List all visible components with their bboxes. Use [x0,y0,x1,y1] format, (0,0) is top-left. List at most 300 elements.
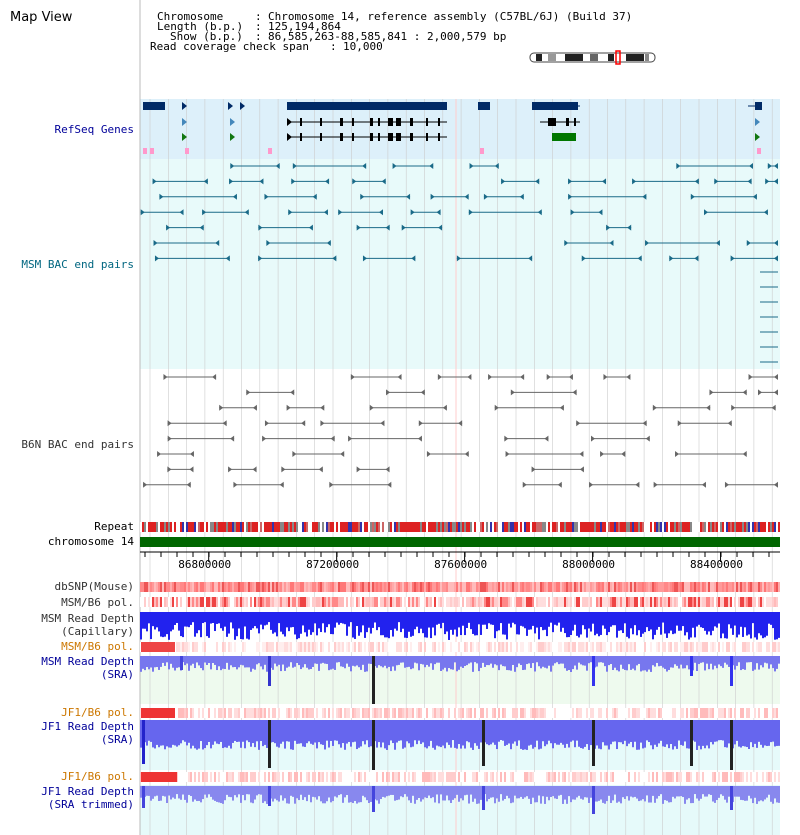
jf1-pol-cell [774,708,776,718]
jf1-pol-cell [456,708,458,718]
msm-pol2-cell [460,642,462,652]
msm-sra-bar [442,656,444,670]
jf1-trim-bar [652,786,654,796]
msm-pol2-cell [716,642,718,652]
jf1-trim-bar [314,786,316,797]
jf1-pol-cell [748,708,750,718]
repeat-segment [482,522,484,532]
jf1-pol2-cell [236,772,238,782]
jf1-pol-cell [530,708,532,718]
jf1-trim-bar [494,786,496,803]
jf1-pol2-cell [712,772,714,782]
jf1-trim-bar [164,786,166,797]
repeat-segment [310,522,312,532]
jf1-pol2-cell [310,772,312,782]
msm-sra-bar [574,656,576,666]
jf1-sra-bar [206,720,208,745]
jf1-trim-bar [480,786,482,800]
msm-cap-bar [402,612,404,629]
dbsnp-cell [764,582,766,592]
dbsnp-cell [672,582,674,592]
msm-pol-cell [182,597,184,607]
msm-cap-bar [280,612,282,632]
repeat-segment [642,522,644,532]
repeat-segment [506,522,508,532]
jf1-sra-bar [200,720,202,741]
jf1-pol-cell [572,708,574,718]
msm-pol2-cell [486,642,488,652]
msm-cap-bar [322,612,324,623]
msm-sra-bar [778,656,780,664]
msm-pol2-cell [738,642,740,652]
jf1-pol-cell [364,708,366,718]
msm-cap-bar [214,612,216,631]
jf1-trim-bar [380,786,382,799]
msm-pol2-cell [206,642,208,652]
jf1-pol-cell [190,708,192,718]
msm-sra-bar [710,656,712,664]
jf1-sra-bar [152,720,154,747]
dbsnp-cell [720,582,722,592]
jf1-pol-cell [720,708,722,718]
jf1-pol2-cell [200,772,202,782]
jf1-trim-bar [600,786,602,799]
dbsnp-cell [374,582,376,592]
msm-sra-bar [658,656,660,666]
jf1-sra-bar [702,720,704,746]
repeat-segment [376,522,378,532]
repeat-segment [748,522,750,532]
jf1-trim-bar [312,786,314,797]
jf1-sra-bar [436,720,438,746]
b6n-bac-end [743,451,747,457]
msm-pol2-cell [704,642,706,652]
jf1-pol-cell [518,708,520,718]
msm-pol2-cell [300,642,302,652]
msm-sra-bar [292,656,294,668]
b6n-bac-end [427,451,431,457]
jf1-sra-spike [592,720,595,766]
jf1-pol-cell [568,708,570,718]
jf1-trim-bar [610,786,612,803]
track-label-b6n-bac[interactable]: B6N BAC end pairs [21,438,134,451]
repeat-segment [350,522,352,532]
msm-pol-cell [720,597,722,607]
msm-cap-bar [462,612,464,626]
jf1-trim-bar [184,786,186,800]
jf1-pol-cell [242,708,244,718]
track-label-dbsnp[interactable]: dbSNP(Mouse) [54,580,134,593]
jf1-pol-cell [326,708,328,718]
jf1-pol2-cell [294,772,296,782]
jf1-pol-cell [228,708,230,718]
msm-pol2-cell [310,642,312,652]
b6n-bac-end [320,405,324,411]
repeat-segment [180,522,182,532]
msm-pol-cell [676,597,678,607]
msm-sra-spike [592,656,595,686]
msm-cap-bar [626,612,628,637]
track-label-jf1-pol-2[interactable]: JF1/B6 pol. [61,770,134,783]
gene-exon [370,118,373,126]
msm-pol2-cell [658,642,660,652]
msm-pol-cell [158,597,160,607]
jf1-pol-cell [638,708,640,718]
repeat-segment [146,522,148,532]
jf1-sra-bar [494,720,496,745]
msm-pol-cell [532,597,534,607]
b6n-bac-end [228,466,232,472]
track-label-jf1-depth-sra[interactable]: JF1 Read Depth [41,720,134,733]
msm-pol-cell [148,597,150,607]
dbsnp-cell [756,582,758,592]
jf1-trim-bar [614,786,616,795]
msm-pol-cell [204,597,206,607]
track-label-msm-depth-sra[interactable]: MSM Read Depth [41,655,134,668]
msm-pol2-cell [586,642,588,652]
jf1-sra-bar [490,720,492,744]
msm-pol2-cell [764,642,766,652]
jf1-pol-cell [756,708,758,718]
jf1-sra-bar [764,720,766,745]
track-label-msm-b6-pol[interactable]: MSM/B6 pol. [61,596,134,609]
jf1-trim-bar [704,786,706,797]
track-label-jf1-depth-trim[interactable]: JF1 Read Depth [41,785,134,798]
jf1-trim-bar [654,786,656,803]
jf1-pol2-cell [546,772,548,782]
track-label-jf1-pol[interactable]: JF1/B6 pol. [61,706,134,719]
msm-pol2-cell [770,642,772,652]
msm-pol2-cell [566,642,568,652]
msm-sra-bar [192,656,194,664]
msm-sra-bar [642,656,644,671]
track-label-refseq[interactable]: RefSeq Genes [54,123,134,136]
jf1-pol2-cell [302,772,304,782]
jf1-pol-cell [710,708,712,718]
dbsnp-cell [282,582,284,592]
msm-pol2-cell [418,642,420,652]
msm-cap-bar [236,612,238,636]
dbsnp-cell [456,582,458,592]
repeat-segment [778,522,780,532]
track-label-chromosome[interactable]: chromosome 14 [47,535,134,548]
msm-pol-cell [354,597,356,607]
jf1-trim-bar [298,786,300,800]
dbsnp-cell [464,582,466,592]
jf1-pol-cell [522,708,524,718]
repeat-segment [262,522,264,532]
msm-pol-cell [678,597,680,607]
msm-pol2-cell [388,642,390,652]
msm-sra-bar [406,656,408,667]
dbsnp-cell [516,582,518,592]
jf1-trim-bar [728,786,730,797]
dbsnp-cell [732,582,734,592]
dbsnp-cell [150,582,152,592]
jf1-sra-bar [182,720,184,740]
jf1-pol2-cell [426,772,428,782]
jf1-sra-bar [292,720,294,750]
dbsnp-cell [490,582,492,592]
msm-pol2-cell [568,642,570,652]
msm-pol2-cell [664,642,666,652]
jf1-pol-cell [742,708,744,718]
jf1-pol-cell [628,708,630,718]
msm-sra-bar [264,656,266,665]
jf1-sra-bar [262,720,264,746]
jf1-sra-bar [614,720,616,741]
jf1-sra-bar [260,720,262,741]
repeat-segment [666,522,668,532]
msm-cap-bar [730,612,732,628]
msm-cap-bar [700,612,702,627]
jf1-sra-bar [432,720,434,748]
jf1-pol-cell [370,708,372,718]
msm-pol2-cell [442,642,444,652]
dbsnp-cell [256,582,258,592]
msm-pol2-cell [720,642,722,652]
msm-cap-bar [256,612,258,628]
jf1-trim-bar [526,786,528,796]
repeat-segment [280,522,282,532]
msm-pol-cell [766,597,768,607]
msm-pol2-cell [350,642,352,652]
jf1-pol-cell [698,708,700,718]
jf1-pol2-cell [600,772,602,782]
dbsnp-cell [574,582,576,592]
jf1-pol2-cell [182,772,184,782]
msm-cap-bar [178,612,180,631]
repeat-segment [650,522,652,532]
msm-sra-bar [580,656,582,664]
msm-sra-bar [316,656,318,664]
msm-pol-cell [562,597,564,607]
msm-sra-bar [534,656,536,671]
msm-pol-cell [730,597,732,607]
dbsnp-cell [650,582,652,592]
jf1-sra-bar [188,720,190,743]
msm-sra-bar [718,656,720,664]
jf1-pol2-cell [272,772,274,782]
msm-sra-bar [220,656,222,670]
msm-pol-cell [174,597,176,607]
msm-cap-bar [710,612,712,635]
msm-sra-bar [314,656,316,663]
jf1-trim-bar [740,786,742,800]
msm-sra-bar [188,656,190,671]
msm-pol2-cell [452,642,454,652]
track-label-repeat[interactable]: Repeat [94,520,134,533]
msm-pol-cell [680,597,682,607]
jf1-sra-bar [172,720,174,745]
jf1-pol2-cell [414,772,416,782]
msm-pol-cell [220,597,222,607]
msm-pol-cell [754,597,756,607]
msm-pol-cell [194,597,196,607]
dbsnp-cell [310,582,312,592]
track-label-msm-bac[interactable]: MSM BAC end pairs [21,258,134,271]
jf1-trim-bar [358,786,360,802]
repeat-segment [324,522,326,532]
msm-pol2-cell [234,642,236,652]
msm-pol-cell [526,597,528,607]
msm-pol-cell [308,597,310,607]
msm-sra-bar [168,656,170,669]
b6n-bac-end [281,466,285,472]
dbsnp-cell [168,582,170,592]
jf1-pol2-cell [540,772,542,782]
repeat-segment [234,522,236,532]
jf1-trim-bar [320,786,322,801]
jf1-pol2-cell [202,772,204,782]
msm-pol-cell [426,597,428,607]
track-label-jf1-depth-trim-sub: (SRA trimmed) [47,798,134,811]
b6n-bac-end [591,436,595,442]
repeat-segment [544,522,546,532]
jf1-trim-bar [674,786,676,798]
repeat-segment [492,522,494,532]
jf1-sra-bar [356,720,358,749]
msm-cap-bar [398,612,400,622]
repeat-segment [522,522,524,532]
jf1-pol-cell [312,708,314,718]
msm-sra-bar [728,656,730,667]
jf1-pol2-cell [312,772,314,782]
jf1-trim-bar [506,786,508,796]
jf1-sra-bar [456,720,458,749]
jf1-pol-cell [498,708,500,718]
b6n-bac-end [219,405,223,411]
jf1-pol2-cell [482,772,484,782]
track-label-msm-b6-pol-2[interactable]: MSM/B6 pol. [61,640,134,653]
jf1-sra-bar [278,720,280,748]
dbsnp-cell [694,582,696,592]
jf1-pol-cell [244,708,246,718]
msm-pol-cell [434,597,436,607]
jf1-trim-bar [254,786,256,800]
jf1-trim-bar [548,786,550,800]
msm-pol2-cell [208,642,210,652]
dbsnp-cell [578,582,580,592]
msm-pol2-cell [236,642,238,652]
msm-pol2-cell [416,642,418,652]
dbsnp-cell [522,582,524,592]
gene-exon [378,133,380,141]
msm-sra-bar [724,656,726,663]
msm-sra-bar [334,656,336,670]
repeat-segment [604,522,606,532]
msm-sra-bar [234,656,236,667]
repeat-segment [558,522,560,532]
msm-pol-cell [202,597,204,607]
jf1-trim-bar [578,786,580,796]
msm-pol-cell [496,597,498,607]
jf1-pol-cell [678,708,680,718]
jf1-trim-bar [706,786,708,797]
jf1-sra-bar [640,720,642,743]
dbsnp-cell [700,582,702,592]
jf1-sra-bar [438,720,440,746]
msm-cap-bar [666,612,668,638]
msm-sra-bar [450,656,452,669]
jf1-trim-bar [162,786,164,796]
jf1-trim-bar [778,786,780,803]
msm-sra-bar [206,656,208,665]
msm-sra-bar [508,656,510,670]
track-label-msm-depth-cap[interactable]: MSM Read Depth [41,612,134,625]
msm-pol2-cell [448,642,450,652]
msm-pol-cell [316,597,318,607]
msm-pol-cell [598,597,600,607]
msm-pol-cell [348,597,350,607]
jf1-trim-bar [460,786,462,798]
msm-cap-bar [372,612,374,628]
msm-pol2-cell [346,642,348,652]
gene-exon [396,133,401,141]
jf1-pol-cell [300,708,302,718]
msm-sra-bar [200,656,202,668]
dbsnp-cell [334,582,336,592]
msm-pol-cell [470,597,472,607]
jf1-pol2-cell [576,772,578,782]
msm-pol2-cell [230,642,232,652]
repeat-segment [338,522,340,532]
repeat-segment [736,522,738,532]
msm-cap-bar [194,612,196,637]
repeat-segment [520,522,522,532]
msm-sra-bar [282,656,284,665]
dbsnp-cell [494,582,496,592]
jf1-sra-bar [472,720,474,750]
dbsnp-cell [616,582,618,592]
jf1-trim-bar [686,786,688,800]
msm-pol-cell [560,597,562,607]
msm-cap-bar [698,612,700,625]
repeat-segment [152,522,154,532]
msm-pol2-cell [636,642,638,652]
jf1-sra-bar [338,720,340,744]
msm-sra-bar [226,656,228,663]
jf1-trim-spike [142,786,145,808]
jf1-sra-bar [740,720,742,748]
jf1-sra-bar [698,720,700,746]
msm-sra-bar [238,656,240,667]
jf1-pol-cell [760,708,762,718]
jf1-pol2-cell [536,772,538,782]
msm-sra-bar [648,656,650,670]
msm-sra-bar [682,656,684,668]
jf1-pol2-cell [366,772,368,782]
msm-cap-bar [216,612,218,624]
msm-pol2-cell [676,642,678,652]
msm-pol2-cell [244,642,246,652]
jf1-pol-cell [558,708,560,718]
msm-pol2-cell [316,642,318,652]
jf1-pol-cell [414,708,416,718]
jf1-pol-cell [248,708,250,718]
b6n-bac-end [280,482,284,488]
msm-pol2-cell [194,642,196,652]
dbsnp-cell [232,582,234,592]
jf1-sra-bar [190,720,192,749]
msm-pol-cell [256,597,258,607]
dbsnp-cell [566,582,568,592]
msm-pol-cell [226,597,228,607]
jf1-pol2-cell [610,772,612,782]
jf1-pol-cell [286,708,288,718]
dbsnp-cell [422,582,424,592]
msm-cap-bar [566,612,568,637]
